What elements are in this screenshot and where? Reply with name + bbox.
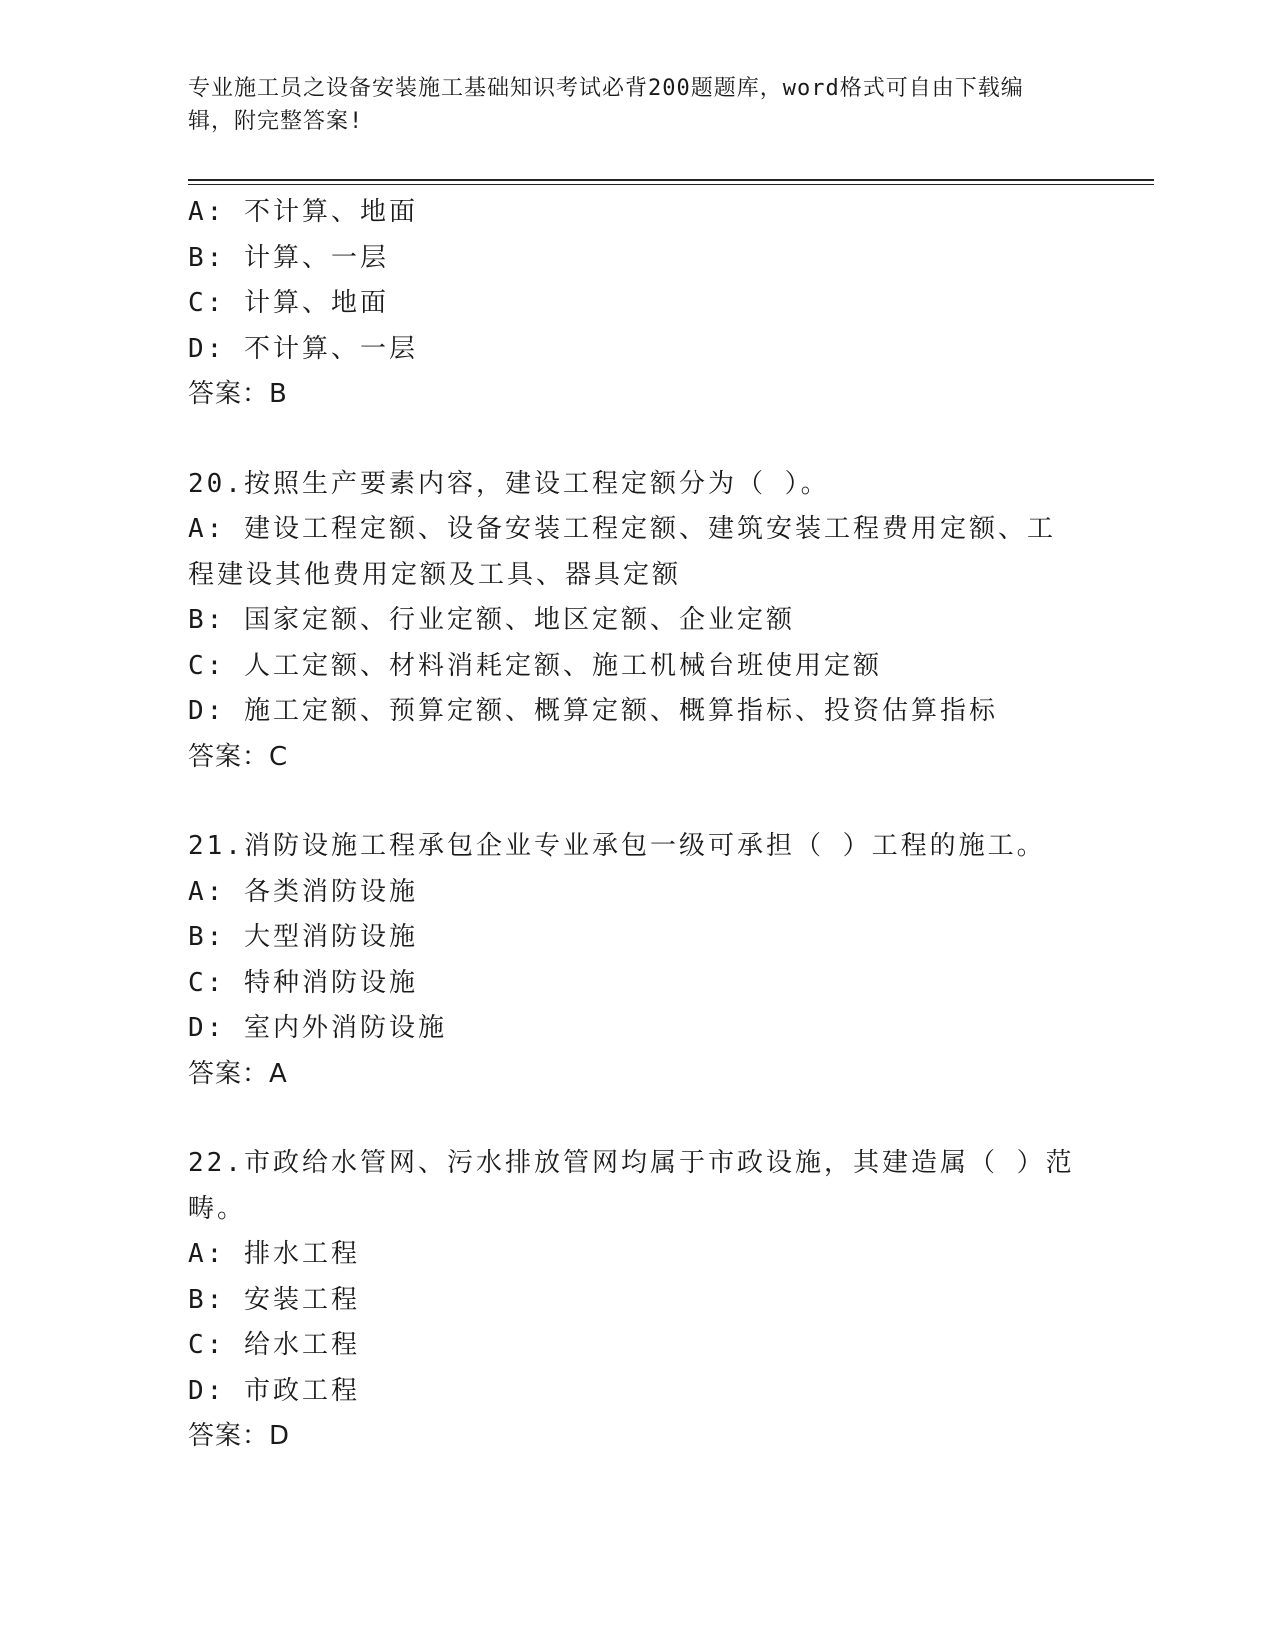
question-list xyxy=(188,190,1078,1460)
answer-line: 答案：A xyxy=(188,1058,288,1089)
header-divider-thick xyxy=(188,179,1154,181)
spacer xyxy=(188,418,1078,462)
question-block-19 xyxy=(188,190,1078,418)
question-block-21 xyxy=(188,824,1078,1097)
option-c: C: 特种消防设施 xyxy=(188,967,418,998)
question-text: 22.市政给水管网、污水排放管网均属于市政设施，其建造属（ ）范畴。 xyxy=(188,1148,1075,1224)
option-d: D: 室内外消防设施 xyxy=(188,1013,447,1043)
option-d: D: 市政工程 xyxy=(188,1375,360,1406)
option-c: C: 给水工程 xyxy=(188,1330,360,1360)
document-intro: 专业施工员之设备安装施工基础知识考试必背200题题库，word格式可自由下载编辑，附完整答案! xyxy=(188,76,1024,134)
question-text: 20.按照生产要素内容，建设工程定额分为（ ）。 xyxy=(188,468,830,499)
option-a: A: 不计算、地面 xyxy=(188,197,418,227)
option-d: D: 不计算、一层 xyxy=(188,333,418,364)
option-a: A: 各类消防设施 xyxy=(188,876,418,907)
header-divider-thin xyxy=(188,184,1154,185)
option-c: C: 计算、地面 xyxy=(188,288,389,318)
answer-line: 答案：C xyxy=(188,741,289,772)
question-block-20 xyxy=(188,462,1078,781)
answer-line: 答案：B xyxy=(188,379,288,409)
question-block-22 xyxy=(188,1141,1078,1460)
option-d: D: 施工定额、预算定额、概算定额、概算指标、投资估算指标 xyxy=(188,696,998,726)
spacer xyxy=(188,780,1078,824)
option-b: B: 计算、一层 xyxy=(188,242,389,273)
question-text: 21.消防设施工程承包企业专业承包一级可承担（ ）工程的施工。 xyxy=(188,831,1046,861)
option-b: B: 大型消防设施 xyxy=(188,922,418,952)
option-a: A: 建设工程定额、设备安装工程定额、建筑安装工程费用定额、工程建设其他费用定额及工具、器具定额 xyxy=(188,514,1056,590)
option-b: B: 国家定额、行业定额、地区定额、企业定额 xyxy=(188,605,795,635)
spacer xyxy=(188,1097,1078,1141)
option-a: A: 排水工程 xyxy=(188,1239,360,1269)
option-c: C: 人工定额、材料消耗定额、施工机械台班使用定额 xyxy=(188,650,882,681)
answer-line: 答案：D xyxy=(188,1421,291,1451)
option-b: B: 安装工程 xyxy=(188,1284,360,1315)
